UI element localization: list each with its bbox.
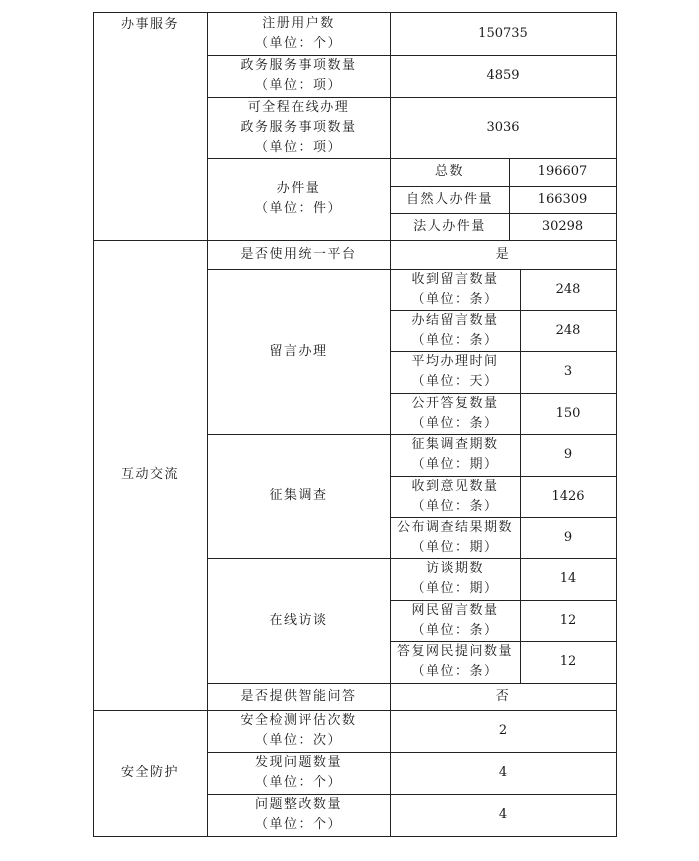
row-label-line: 安全检测评估次数 — [240, 713, 357, 728]
sub-label-line: （单位：期） — [411, 539, 499, 555]
row-label-banjian-line: 办件量 — [276, 181, 321, 196]
sub-value: 3 — [563, 364, 573, 379]
table-rule — [390, 476, 617, 477]
table-rule — [509, 158, 510, 241]
table-rule — [390, 186, 617, 187]
table-rule — [520, 434, 521, 559]
row-label — [207, 710, 390, 752]
sub-label-line: 平均办理时间 — [411, 354, 499, 369]
sub-label-line: （单位：期） — [411, 581, 499, 596]
sub-label — [390, 517, 520, 558]
row-label-line: 注册用户数 — [262, 15, 335, 31]
row-label — [207, 55, 390, 97]
row-label-line: 发现问题数量 — [254, 755, 342, 770]
sub-value: 248 — [555, 322, 581, 338]
row-label — [207, 752, 390, 794]
section-label-anquan: 安全防护 — [120, 765, 179, 780]
row-value: 4 — [498, 765, 508, 780]
sub-label-line: （单位：条） — [411, 664, 499, 679]
table-rule — [207, 97, 617, 98]
row-label-line: 问题整改数量 — [254, 797, 342, 812]
table-rule — [390, 710, 391, 837]
table-rule — [93, 836, 617, 837]
sub-label-line: （单位：期） — [411, 457, 499, 472]
sub-value: 9 — [563, 447, 573, 462]
row-label-banjian — [207, 158, 390, 240]
sub-value: 9 — [563, 529, 573, 545]
sub-label — [390, 393, 520, 434]
row-label: 是否使用统一平台 — [240, 246, 357, 262]
sub-label: 法人办件量 — [413, 218, 486, 234]
sub-label-line: 收到留言数量 — [411, 271, 499, 287]
row-label-line: （单位：个） — [254, 775, 342, 790]
table-rule — [207, 794, 617, 795]
row-label-line: （单位：项） — [254, 139, 342, 155]
row-value: 4 — [498, 807, 508, 822]
row-label-line: （单位：个） — [254, 35, 342, 51]
sub-label-line: （单位：条） — [411, 291, 499, 307]
sub-label-line: 公布调查结果期数 — [396, 519, 513, 535]
table-rule — [390, 213, 617, 214]
group-label-liuyan: 留言办理 — [269, 343, 328, 359]
row-label — [207, 794, 390, 836]
row-value: 3036 — [486, 119, 520, 135]
sub-label-line: （单位：天） — [411, 374, 499, 389]
row-value: 2 — [498, 723, 508, 738]
table-rule — [207, 55, 617, 56]
table-rule — [520, 558, 521, 684]
sub-label — [390, 600, 520, 641]
row-label-banjian-line: （单位：件） — [254, 201, 342, 216]
group-label-fangtan: 在线访谈 — [269, 612, 328, 628]
table-rule — [390, 641, 617, 642]
row-label-line: （单位：次） — [254, 733, 342, 748]
sub-value: 150 — [555, 405, 581, 421]
sub-label-line: （单位：条） — [411, 498, 499, 514]
section-label-hudong: 互动交流 — [120, 467, 179, 482]
sub-value: 166309 — [537, 191, 588, 207]
table-rule — [207, 752, 617, 753]
table-rule — [390, 393, 617, 394]
table-rule — [616, 12, 617, 837]
sub-label-line: 征集调查期数 — [411, 437, 499, 452]
sub-label — [390, 558, 520, 600]
sub-value: 248 — [555, 281, 581, 297]
sub-label-line: 办结留言数量 — [411, 312, 499, 328]
sub-label-line: （单位：条） — [411, 622, 499, 638]
row-label: 是否提供智能问答 — [240, 688, 357, 704]
sub-value: 1426 — [551, 488, 585, 504]
sub-label: 总数 — [434, 164, 464, 179]
row-value: 否 — [495, 688, 511, 704]
sub-value: 196607 — [537, 164, 588, 179]
row-label-line: （单位：个） — [254, 817, 342, 832]
table-rule — [390, 600, 617, 601]
table-rule — [520, 269, 521, 435]
row-value: 150735 — [478, 25, 528, 41]
sub-label — [390, 476, 520, 517]
sub-label-line: （单位：条） — [411, 415, 499, 431]
sub-label — [390, 434, 520, 476]
table-rule — [390, 310, 617, 311]
sub-label — [390, 269, 520, 310]
row-label-line: （单位：项） — [254, 78, 342, 93]
sub-label — [390, 641, 520, 683]
row-label-line: 政务服务事项数量 — [240, 58, 357, 73]
sub-label — [390, 310, 520, 351]
sub-value: 14 — [559, 571, 577, 586]
row-value: 是 — [495, 246, 511, 262]
row-label-line: 政务服务事项数量 — [240, 119, 357, 135]
row-label — [207, 12, 390, 55]
row-label — [207, 97, 390, 158]
table-rule — [390, 351, 617, 352]
sub-value: 12 — [559, 612, 577, 628]
sub-label: 自然人办件量 — [405, 191, 493, 207]
sub-label-line: 网民留言数量 — [411, 602, 499, 618]
sub-label-line: 收到意见数量 — [411, 478, 499, 494]
row-value: 4859 — [486, 68, 520, 83]
sub-label-line: （单位：条） — [411, 332, 499, 348]
sub-label — [390, 351, 520, 393]
sub-value: 30298 — [541, 218, 584, 234]
row-label-line: 可全程在线办理 — [247, 99, 350, 115]
sub-value: 12 — [559, 654, 577, 669]
sub-label-line: 答复网民提问数量 — [396, 644, 513, 659]
group-label-zhengji: 征集调查 — [269, 488, 328, 503]
sub-label-line: 访谈期数 — [425, 561, 484, 576]
section-label-banshi: 办事服务 — [120, 17, 179, 32]
table-rule — [390, 517, 617, 518]
sub-label-line: 公开答复数量 — [411, 395, 499, 411]
